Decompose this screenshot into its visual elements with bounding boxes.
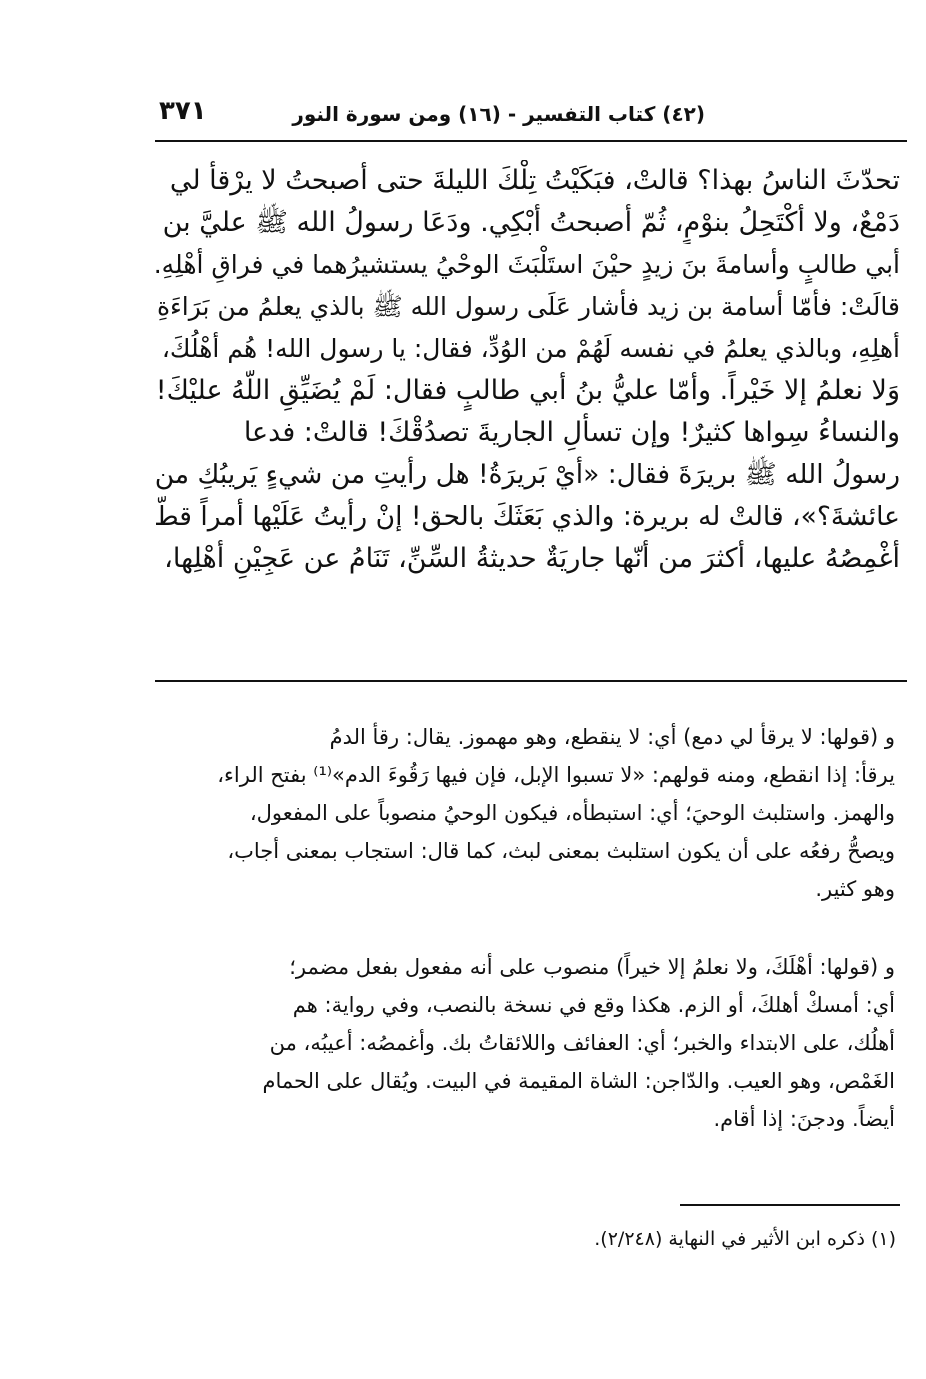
page-header bbox=[155, 92, 905, 138]
commentary-note-2 bbox=[150, 948, 895, 1138]
commentary-line: ويصحُّ رفعُه على أن يكون استلبث بمعنى لبث، كما قال: استجاب بمعنى أجاب، bbox=[227, 839, 895, 863]
commentary-line: يرقأ: إذا انقطع، ومنه قولهم: «لا تسبوا الإبل، فإن فيها رَقُوءَ الدم»⁽¹⁾ بفتح الراء، bbox=[217, 763, 895, 787]
header-divider bbox=[155, 140, 907, 142]
commentary-line: وهو كثير. bbox=[815, 877, 895, 901]
main-text-line: تحدّثَ الناسُ بهذا؟ قالتْ، فبَكَيْتُ تِلْكَ الليلةَ حتى أصبحتُ لا يرْقأ لي bbox=[169, 165, 900, 196]
main-text bbox=[150, 160, 900, 580]
commentary-line: و (قولها: لا يرقأ لي دمع) أي: لا ينقطع، وهو مهموز. يقال: رقأ الدمُ bbox=[329, 725, 895, 749]
commentary-line: أهلُك، على الابتداء والخبر؛ أي: العفائف واللائقاتُ بك. وأغمصُه: أعيبُه، من bbox=[269, 1031, 895, 1055]
main-text-line: عائشةَ؟»، قالتْ له بريرة: والذي بَعَثَكَ بالحق! إنْ رأيتُ عَلَيْها أمراً قطُّ bbox=[154, 501, 900, 532]
main-text-line: والنساءُ سِواها كثيرٌ! وإن تسألِ الجاريةَ تصدُقْكَ! قالتْ: فدعا bbox=[243, 417, 900, 448]
commentary-line: أيضاً. ودجنَ: إذا أقام. bbox=[713, 1107, 895, 1131]
main-text-line: قالَتْ: فأمّا أسامة بن زيد فأشار عَلَى رسول الله ﷺ بالذي يعلمُ من بَرَاءَةِ bbox=[156, 292, 900, 321]
main-text-line: رسولُ الله ﷺ بريرَةَ فقال: «أيْ بَريرَةُ! هل رأيتِ من شيءٍ يَريبُكِ من bbox=[154, 459, 900, 490]
commentary-note-1 bbox=[150, 718, 895, 908]
commentary-line: الغَمْص، وهو العيب. والدّاجن: الشاة المقيمة في البيت. ويُقال على الحمام bbox=[262, 1069, 895, 1093]
footnote-divider bbox=[680, 1204, 900, 1206]
page-number: ٣٧١ bbox=[159, 96, 207, 126]
main-text-line: أبي طالبٍ وأسامةَ بنَ زيدٍ حيْنَ استَلْبَثَ الوحْيُ يستشيرُهما في فراقِ أهْلِهِ. bbox=[153, 250, 900, 279]
running-head: (٤٢) كتاب التفسير - (١٦) ومن سورة النور bbox=[292, 102, 705, 126]
main-text-line: دَمْعٌ، ولا أكْتَحِلُ بنوْمٍ، ثُمّ أصبحتُ أبْكِي. ودَعَا رسولُ الله ﷺ عليَّ بن bbox=[162, 207, 900, 238]
main-text-line: وَلا نعلمُ إلا خَيْراً. وأمّا عليُّ بنُ أبي طالبٍ فقال: لَمْ يُضَيِّقِ اللّهُ عليْكَ! bbox=[155, 375, 900, 406]
commentary-line: و (قولها: أهْلَكَ، ولا نعلمُ إلا خيراً) منصوب على أنه مفعول بفعل مضمر؛ bbox=[289, 955, 895, 979]
commentary-line: أي: أمسكْ أهلكَ، أو الزم. هكذا وقع في نسخة بالنصب، وفي رواية: هم bbox=[292, 993, 895, 1017]
main-text-line: أغْمِصُهُ عليها، أكثرَ من أنّها جاريَةٌ حديثةُ السِّنِّ، تَنَامُ عن عَجِيْنِ أهْلِها، bbox=[164, 543, 900, 574]
main-text-line: أهلِهِ، وبالذي يعلمُ في نفسه لَهُمْ من الوُدِّ، فقال: يا رسول الله! هُم أهْلُكَ، bbox=[161, 334, 900, 363]
commentary-divider bbox=[155, 680, 907, 682]
footnote: (١) ذكره ابن الأثير في النهاية (٢/٢٤٨). bbox=[594, 1228, 896, 1250]
commentary-line: والهمز. واستلبث الوحيَ؛ أي: استبطأه، فيكون الوحيُ منصوباً على المفعول، bbox=[249, 801, 895, 825]
